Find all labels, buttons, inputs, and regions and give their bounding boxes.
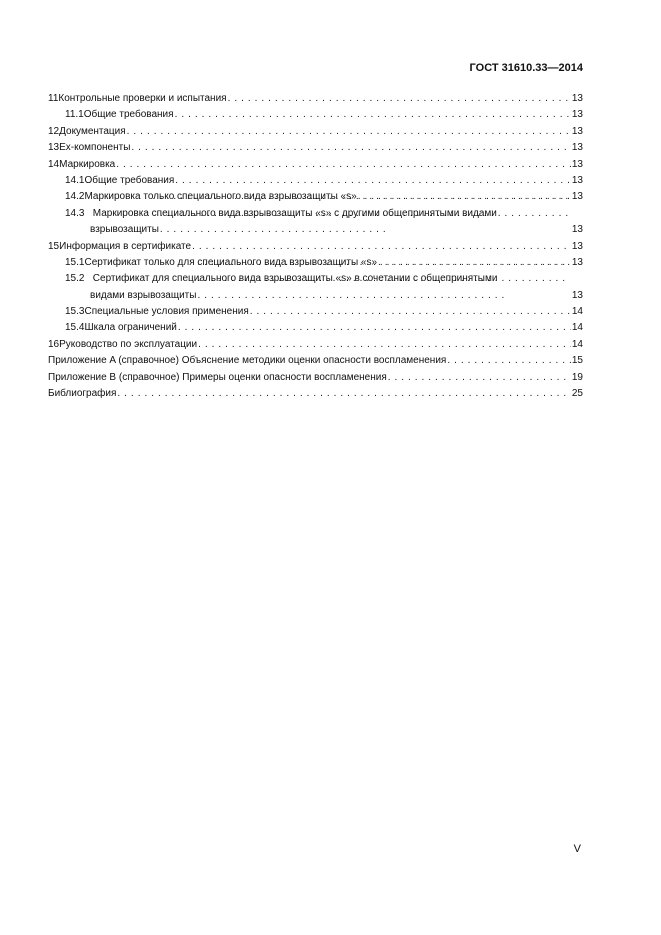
- toc-number: 11: [48, 92, 59, 104]
- toc-title: Приложение A (справочное) Объяснение методики оценки опасности воспламенения: [48, 355, 447, 367]
- toc-title-continued: видами взрывозащиты: [90, 289, 197, 301]
- toc-entry-15-4[interactable]: [48, 320, 583, 336]
- toc-leader: [447, 353, 571, 369]
- toc-number: 15.1: [65, 256, 85, 268]
- toc-entry-15[interactable]: [48, 239, 583, 255]
- toc-title: Приложение B (справочное) Примеры оценки опасности воспламенения: [48, 371, 387, 383]
- document-header: ГОСТ 31610.33—2014: [469, 62, 583, 74]
- toc-leader: [131, 140, 570, 156]
- toc-title: Информация в сертификате: [59, 240, 192, 252]
- toc-leader: [175, 173, 571, 189]
- toc-leader: [250, 304, 571, 320]
- toc-entry-15-3[interactable]: [48, 304, 583, 320]
- toc-entry-15-2[interactable]: [48, 271, 583, 304]
- toc-title: Документация: [59, 125, 126, 137]
- toc-page: 13: [571, 224, 583, 236]
- toc-title: Маркировка только специального вида взрывозащиты «s»: [84, 191, 357, 203]
- toc-entry-bibliography[interactable]: [48, 386, 583, 402]
- toc-number: 14: [48, 158, 60, 170]
- toc-number: 15.2: [65, 273, 85, 285]
- toc-leader: [175, 107, 571, 123]
- table-of-contents: [48, 91, 583, 402]
- toc-title: Библиография: [48, 388, 117, 400]
- toc-number: 11.1: [65, 109, 84, 121]
- toc-number: 13: [48, 142, 60, 154]
- toc-page: 13: [571, 256, 583, 268]
- toc-entry-14-3[interactable]: [48, 206, 583, 239]
- toc-number: 14.2: [65, 191, 85, 203]
- toc-leader: [388, 370, 571, 386]
- toc-number: 15: [48, 240, 60, 252]
- toc-title: Маркировка: [59, 158, 116, 170]
- toc-page: 19: [571, 371, 583, 383]
- page-number: V: [573, 843, 581, 855]
- toc-leader: [198, 337, 571, 353]
- toc-page: 13: [571, 125, 583, 137]
- toc-entry-appendix-b[interactable]: [48, 370, 583, 386]
- toc-title: Контрольные проверки и испытания: [58, 92, 227, 104]
- toc-page: 13: [571, 158, 583, 170]
- toc-page: 14: [571, 338, 583, 350]
- toc-page: 13: [571, 174, 583, 186]
- toc-entry-14[interactable]: [48, 157, 583, 173]
- toc-title: Сертификат для специального вида взрывозащиты «s» в сочетании с общепринятыми: [92, 273, 498, 285]
- toc-leader: [116, 157, 571, 173]
- toc-page: 13: [571, 289, 583, 301]
- toc-page: 14: [571, 306, 583, 318]
- toc-page: 13: [571, 92, 583, 104]
- toc-entry-16[interactable]: [48, 337, 583, 353]
- toc-leader: [117, 386, 570, 402]
- toc-page: 13: [571, 109, 583, 121]
- toc-title: Специальные условия применения: [84, 306, 249, 318]
- toc-page: 14: [571, 322, 583, 334]
- toc-entry-13[interactable]: [48, 140, 583, 156]
- toc-leader: [197, 255, 570, 304]
- toc-leader: [127, 124, 571, 140]
- toc-page: 25: [571, 388, 583, 400]
- toc-title: Руководство по эксплуатации: [59, 338, 198, 350]
- toc-title: Ex-компоненты: [59, 142, 131, 154]
- toc-number: 12: [48, 125, 60, 137]
- toc-page: 13: [571, 191, 583, 203]
- toc-entry-11-1[interactable]: [48, 107, 583, 123]
- toc-number: 15.3: [65, 306, 85, 318]
- toc-title: Маркировка специального вида взрывозащиты «s» с другими общепринятыми видами: [92, 207, 497, 219]
- toc-number: 14.1: [65, 174, 85, 186]
- toc-entry-14-1[interactable]: [48, 173, 583, 189]
- toc-title-continued: взрывозащиты: [90, 224, 159, 236]
- toc-number: 16: [48, 338, 60, 350]
- toc-leader: [228, 91, 571, 107]
- toc-title: Общие требования: [84, 174, 175, 186]
- toc-leader: [178, 320, 571, 336]
- toc-page: 15: [571, 355, 583, 367]
- toc-title: Сертификат только для специального вида взрывозащиты «s»: [84, 256, 378, 268]
- toc-number: 14.3: [65, 207, 85, 219]
- toc-leader: [192, 239, 571, 255]
- toc-title: Общие требования: [83, 109, 174, 121]
- toc-page: 13: [571, 142, 583, 154]
- toc-title: Шкала ограничений: [84, 322, 177, 334]
- toc-entry-12[interactable]: [48, 124, 583, 140]
- toc-entry-11[interactable]: [48, 91, 583, 107]
- toc-entry-appendix-a[interactable]: [48, 353, 583, 369]
- toc-leader: [160, 189, 571, 238]
- toc-number: 15.4: [65, 322, 85, 334]
- toc-page: 13: [571, 240, 583, 252]
